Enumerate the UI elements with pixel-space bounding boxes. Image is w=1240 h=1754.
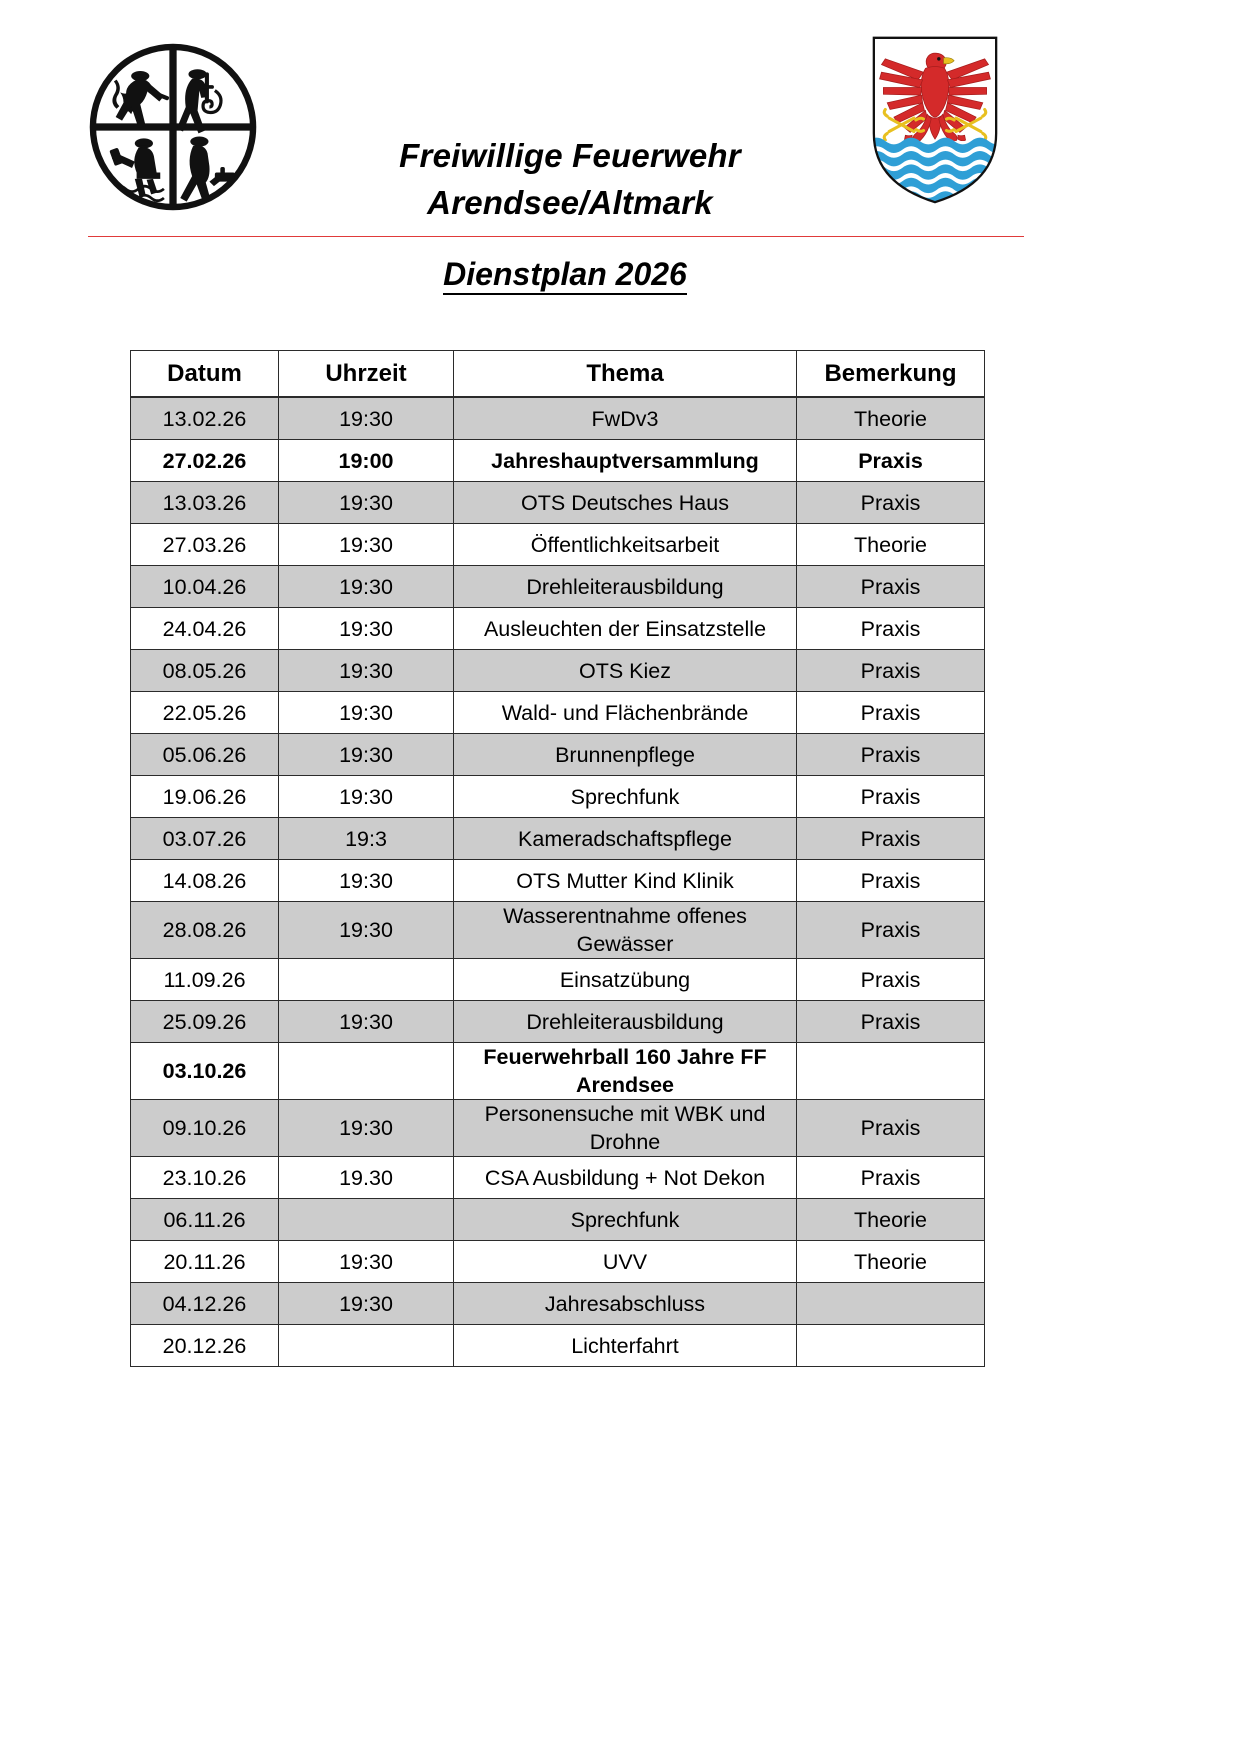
- cell-uhrzeit: 19:30: [279, 734, 454, 776]
- document-header: [0, 0, 1240, 292]
- org-title-line-2: Arendsee/Altmark: [427, 184, 713, 221]
- cell-thema: OTS Mutter Kind Klinik: [454, 860, 797, 902]
- cell-bemerkung: Theorie: [797, 397, 985, 440]
- table-row: [131, 1043, 985, 1100]
- column-header-uhrzeit: Uhrzeit: [279, 351, 454, 398]
- cell-uhrzeit: 19:30: [279, 902, 454, 959]
- column-header-datum: Datum: [131, 351, 279, 398]
- cell-bemerkung: [797, 1325, 985, 1367]
- cell-bemerkung: Praxis: [797, 650, 985, 692]
- duty-roster-table-container: [130, 350, 984, 1367]
- cell-bemerkung: Theorie: [797, 1241, 985, 1283]
- table-row: [131, 650, 985, 692]
- cell-thema: Einsatzübung: [454, 959, 797, 1001]
- cell-datum: 19.06.26: [131, 776, 279, 818]
- cell-bemerkung: Praxis: [797, 902, 985, 959]
- cell-thema: Kameradschaftspflege: [454, 818, 797, 860]
- cell-thema: Brunnenpflege: [454, 734, 797, 776]
- cell-datum: 08.05.26: [131, 650, 279, 692]
- cell-datum: 28.08.26: [131, 902, 279, 959]
- table-row: [131, 524, 985, 566]
- cell-bemerkung: [797, 1043, 985, 1100]
- cell-thema: Jahresabschluss: [454, 1283, 797, 1325]
- cell-thema: OTS Kiez: [454, 650, 797, 692]
- table-row: [131, 566, 985, 608]
- table-row: [131, 818, 985, 860]
- cell-bemerkung: Praxis: [797, 860, 985, 902]
- column-header-thema: Thema: [454, 351, 797, 398]
- table-row: [131, 1325, 985, 1367]
- arendsee-coat-of-arms: [868, 34, 1002, 206]
- cell-datum: 20.12.26: [131, 1325, 279, 1367]
- table-row: [131, 1157, 985, 1199]
- cell-bemerkung: Praxis: [797, 482, 985, 524]
- cell-uhrzeit: 19:30: [279, 650, 454, 692]
- table-header-row: [131, 351, 985, 398]
- cell-bemerkung: Praxis: [797, 608, 985, 650]
- cell-uhrzeit: 19:3: [279, 818, 454, 860]
- table-row: [131, 482, 985, 524]
- cell-datum: 03.10.26: [131, 1043, 279, 1100]
- table-row: [131, 959, 985, 1001]
- cell-thema: UVV: [454, 1241, 797, 1283]
- cell-thema: Jahreshauptversammlung: [454, 440, 797, 482]
- cell-thema: Wasserentnahme offenes Gewässer: [454, 902, 797, 959]
- cell-uhrzeit: 19:30: [279, 608, 454, 650]
- cell-datum: 04.12.26: [131, 1283, 279, 1325]
- cell-thema: Drehleiterausbildung: [454, 566, 797, 608]
- cell-thema: Feuerwehrball 160 Jahre FF Arendsee: [454, 1043, 797, 1100]
- cell-thema: FwDv3: [454, 397, 797, 440]
- column-header-bemerkung: Bemerkung: [797, 351, 985, 398]
- cell-datum: 27.03.26: [131, 524, 279, 566]
- cell-bemerkung: Praxis: [797, 734, 985, 776]
- cell-thema: Öffentlichkeitsarbeit: [454, 524, 797, 566]
- page-title-text: Dienstplan 2026: [443, 256, 687, 295]
- cell-thema: Sprechfunk: [454, 776, 797, 818]
- cell-thema: OTS Deutsches Haus: [454, 482, 797, 524]
- cell-thema: Ausleuchten der Einsatzstelle: [454, 608, 797, 650]
- table-row: [131, 1283, 985, 1325]
- cell-datum: 03.07.26: [131, 818, 279, 860]
- cell-datum: 10.04.26: [131, 566, 279, 608]
- cell-datum: 09.10.26: [131, 1100, 279, 1157]
- cell-bemerkung: Praxis: [797, 440, 985, 482]
- table-row: [131, 608, 985, 650]
- cell-uhrzeit: 19.30: [279, 1157, 454, 1199]
- table-row: [131, 1199, 985, 1241]
- cell-datum: 11.09.26: [131, 959, 279, 1001]
- cell-datum: 06.11.26: [131, 1199, 279, 1241]
- table-body: [131, 397, 985, 1367]
- cell-bemerkung: Praxis: [797, 1157, 985, 1199]
- table-row: [131, 734, 985, 776]
- cell-bemerkung: Praxis: [797, 776, 985, 818]
- table-row: [131, 397, 985, 440]
- cell-thema: Drehleiterausbildung: [454, 1001, 797, 1043]
- table-row: [131, 1001, 985, 1043]
- table-header: [131, 351, 985, 398]
- table-row: [131, 860, 985, 902]
- duty-roster-table: [130, 350, 985, 1367]
- cell-bemerkung: Theorie: [797, 1199, 985, 1241]
- cell-bemerkung: Praxis: [797, 1100, 985, 1157]
- table-row: [131, 776, 985, 818]
- cell-thema: Wald- und Flächenbrände: [454, 692, 797, 734]
- cell-uhrzeit: 19:30: [279, 524, 454, 566]
- cell-uhrzeit: 19:30: [279, 1100, 454, 1157]
- cell-thema: CSA Ausbildung + Not Dekon: [454, 1157, 797, 1199]
- org-title-line-1: Freiwillige Feuerwehr: [399, 137, 741, 174]
- cell-datum: 13.03.26: [131, 482, 279, 524]
- cell-uhrzeit: [279, 1199, 454, 1241]
- cell-datum: 25.09.26: [131, 1001, 279, 1043]
- cell-thema: Sprechfunk: [454, 1199, 797, 1241]
- table-row: [131, 1241, 985, 1283]
- table-row: [131, 692, 985, 734]
- cell-uhrzeit: 19:30: [279, 566, 454, 608]
- cell-bemerkung: Praxis: [797, 692, 985, 734]
- cell-thema: Lichterfahrt: [454, 1325, 797, 1367]
- table-row: [131, 902, 985, 959]
- cell-uhrzeit: 19:30: [279, 1283, 454, 1325]
- cell-bemerkung: Praxis: [797, 1001, 985, 1043]
- cell-uhrzeit: [279, 1325, 454, 1367]
- cell-bemerkung: [797, 1283, 985, 1325]
- cell-uhrzeit: [279, 959, 454, 1001]
- cell-bemerkung: Praxis: [797, 959, 985, 1001]
- cell-datum: 24.04.26: [131, 608, 279, 650]
- cell-uhrzeit: 19:00: [279, 440, 454, 482]
- cell-datum: 13.02.26: [131, 397, 279, 440]
- cell-bemerkung: Theorie: [797, 524, 985, 566]
- page-title: [0, 251, 1130, 297]
- cell-thema: Personensuche mit WBK und Drohne: [454, 1100, 797, 1157]
- cell-bemerkung: Praxis: [797, 818, 985, 860]
- cell-uhrzeit: 19:30: [279, 776, 454, 818]
- cell-datum: 27.02.26: [131, 440, 279, 482]
- cell-uhrzeit: [279, 1043, 454, 1100]
- header-divider-rule: [88, 236, 1024, 237]
- cell-uhrzeit: 19:30: [279, 1001, 454, 1043]
- cell-datum: 22.05.26: [131, 692, 279, 734]
- cell-uhrzeit: 19:30: [279, 860, 454, 902]
- cell-uhrzeit: 19:30: [279, 482, 454, 524]
- cell-datum: 05.06.26: [131, 734, 279, 776]
- cell-bemerkung: Praxis: [797, 566, 985, 608]
- organization-title: [300, 132, 840, 226]
- cell-datum: 14.08.26: [131, 860, 279, 902]
- table-row: [131, 440, 985, 482]
- cell-datum: 20.11.26: [131, 1241, 279, 1283]
- cell-datum: 23.10.26: [131, 1157, 279, 1199]
- fire-brigade-emblem: [82, 36, 264, 218]
- cell-uhrzeit: 19:30: [279, 692, 454, 734]
- cell-uhrzeit: 19:30: [279, 1241, 454, 1283]
- cell-uhrzeit: 19:30: [279, 397, 454, 440]
- table-row: [131, 1100, 985, 1157]
